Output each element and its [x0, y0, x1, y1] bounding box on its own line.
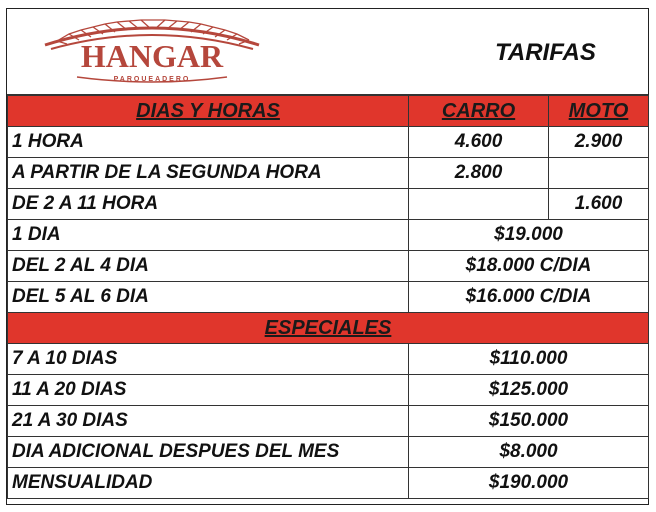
table-row	[8, 344, 649, 375]
page-title: TARIFAS	[495, 39, 596, 66]
row-label: DEL 5 AL 6 DIA	[8, 282, 409, 313]
especial-value: $110.000	[409, 344, 649, 375]
tariff-sheet	[6, 8, 649, 505]
especial-value: $8.000	[409, 437, 649, 468]
merged-value: $18.000 C/DIA	[409, 251, 649, 282]
especial-value: $125.000	[409, 375, 649, 406]
row-label: 11 A 20 DIAS	[8, 375, 409, 406]
row-label: 21 A 30 DIAS	[8, 406, 409, 437]
table-row	[8, 437, 649, 468]
table-row	[8, 189, 649, 220]
header-dias-horas: DIAS Y HORAS	[8, 96, 409, 127]
especial-value: $150.000	[409, 406, 649, 437]
table-row	[8, 220, 649, 251]
table-header-row	[8, 96, 649, 127]
logo-text: HANGAR	[80, 38, 224, 74]
table-row	[8, 127, 649, 158]
table-row	[8, 158, 649, 189]
header-moto: MOTO	[549, 96, 649, 127]
merged-value: $19.000	[409, 220, 649, 251]
row-label: MENSUALIDAD	[8, 468, 409, 499]
row-label: DEL 2 AL 4 DIA	[8, 251, 409, 282]
row-label: 1 DIA	[8, 220, 409, 251]
carro-value: 2.800	[409, 158, 549, 189]
row-label: 1 HORA	[8, 127, 409, 158]
hangar-logo	[37, 15, 267, 91]
especiales-header-row	[8, 313, 649, 344]
logo-subtitle: PARQUEADERO	[113, 76, 191, 83]
moto-value: 2.900	[549, 127, 649, 158]
row-label: DE 2 A 11 HORA	[8, 189, 409, 220]
row-label: A PARTIR DE LA SEGUNDA HORA	[8, 158, 409, 189]
table-row	[8, 282, 649, 313]
table-row	[8, 406, 649, 437]
carro-value	[409, 189, 549, 220]
header-carro: CARRO	[409, 96, 549, 127]
moto-value	[549, 158, 649, 189]
tariff-table	[7, 95, 649, 499]
sheet-header	[7, 9, 648, 95]
table-row	[8, 251, 649, 282]
row-label: DIA ADICIONAL DESPUES DEL MES	[8, 437, 409, 468]
especiales-header: ESPECIALES	[8, 313, 649, 344]
merged-value: $16.000 C/DIA	[409, 282, 649, 313]
moto-value: 1.600	[549, 189, 649, 220]
row-label: 7 A 10 DIAS	[8, 344, 409, 375]
carro-value: 4.600	[409, 127, 549, 158]
especial-value: $190.000	[409, 468, 649, 499]
table-row	[8, 468, 649, 499]
table-row	[8, 375, 649, 406]
